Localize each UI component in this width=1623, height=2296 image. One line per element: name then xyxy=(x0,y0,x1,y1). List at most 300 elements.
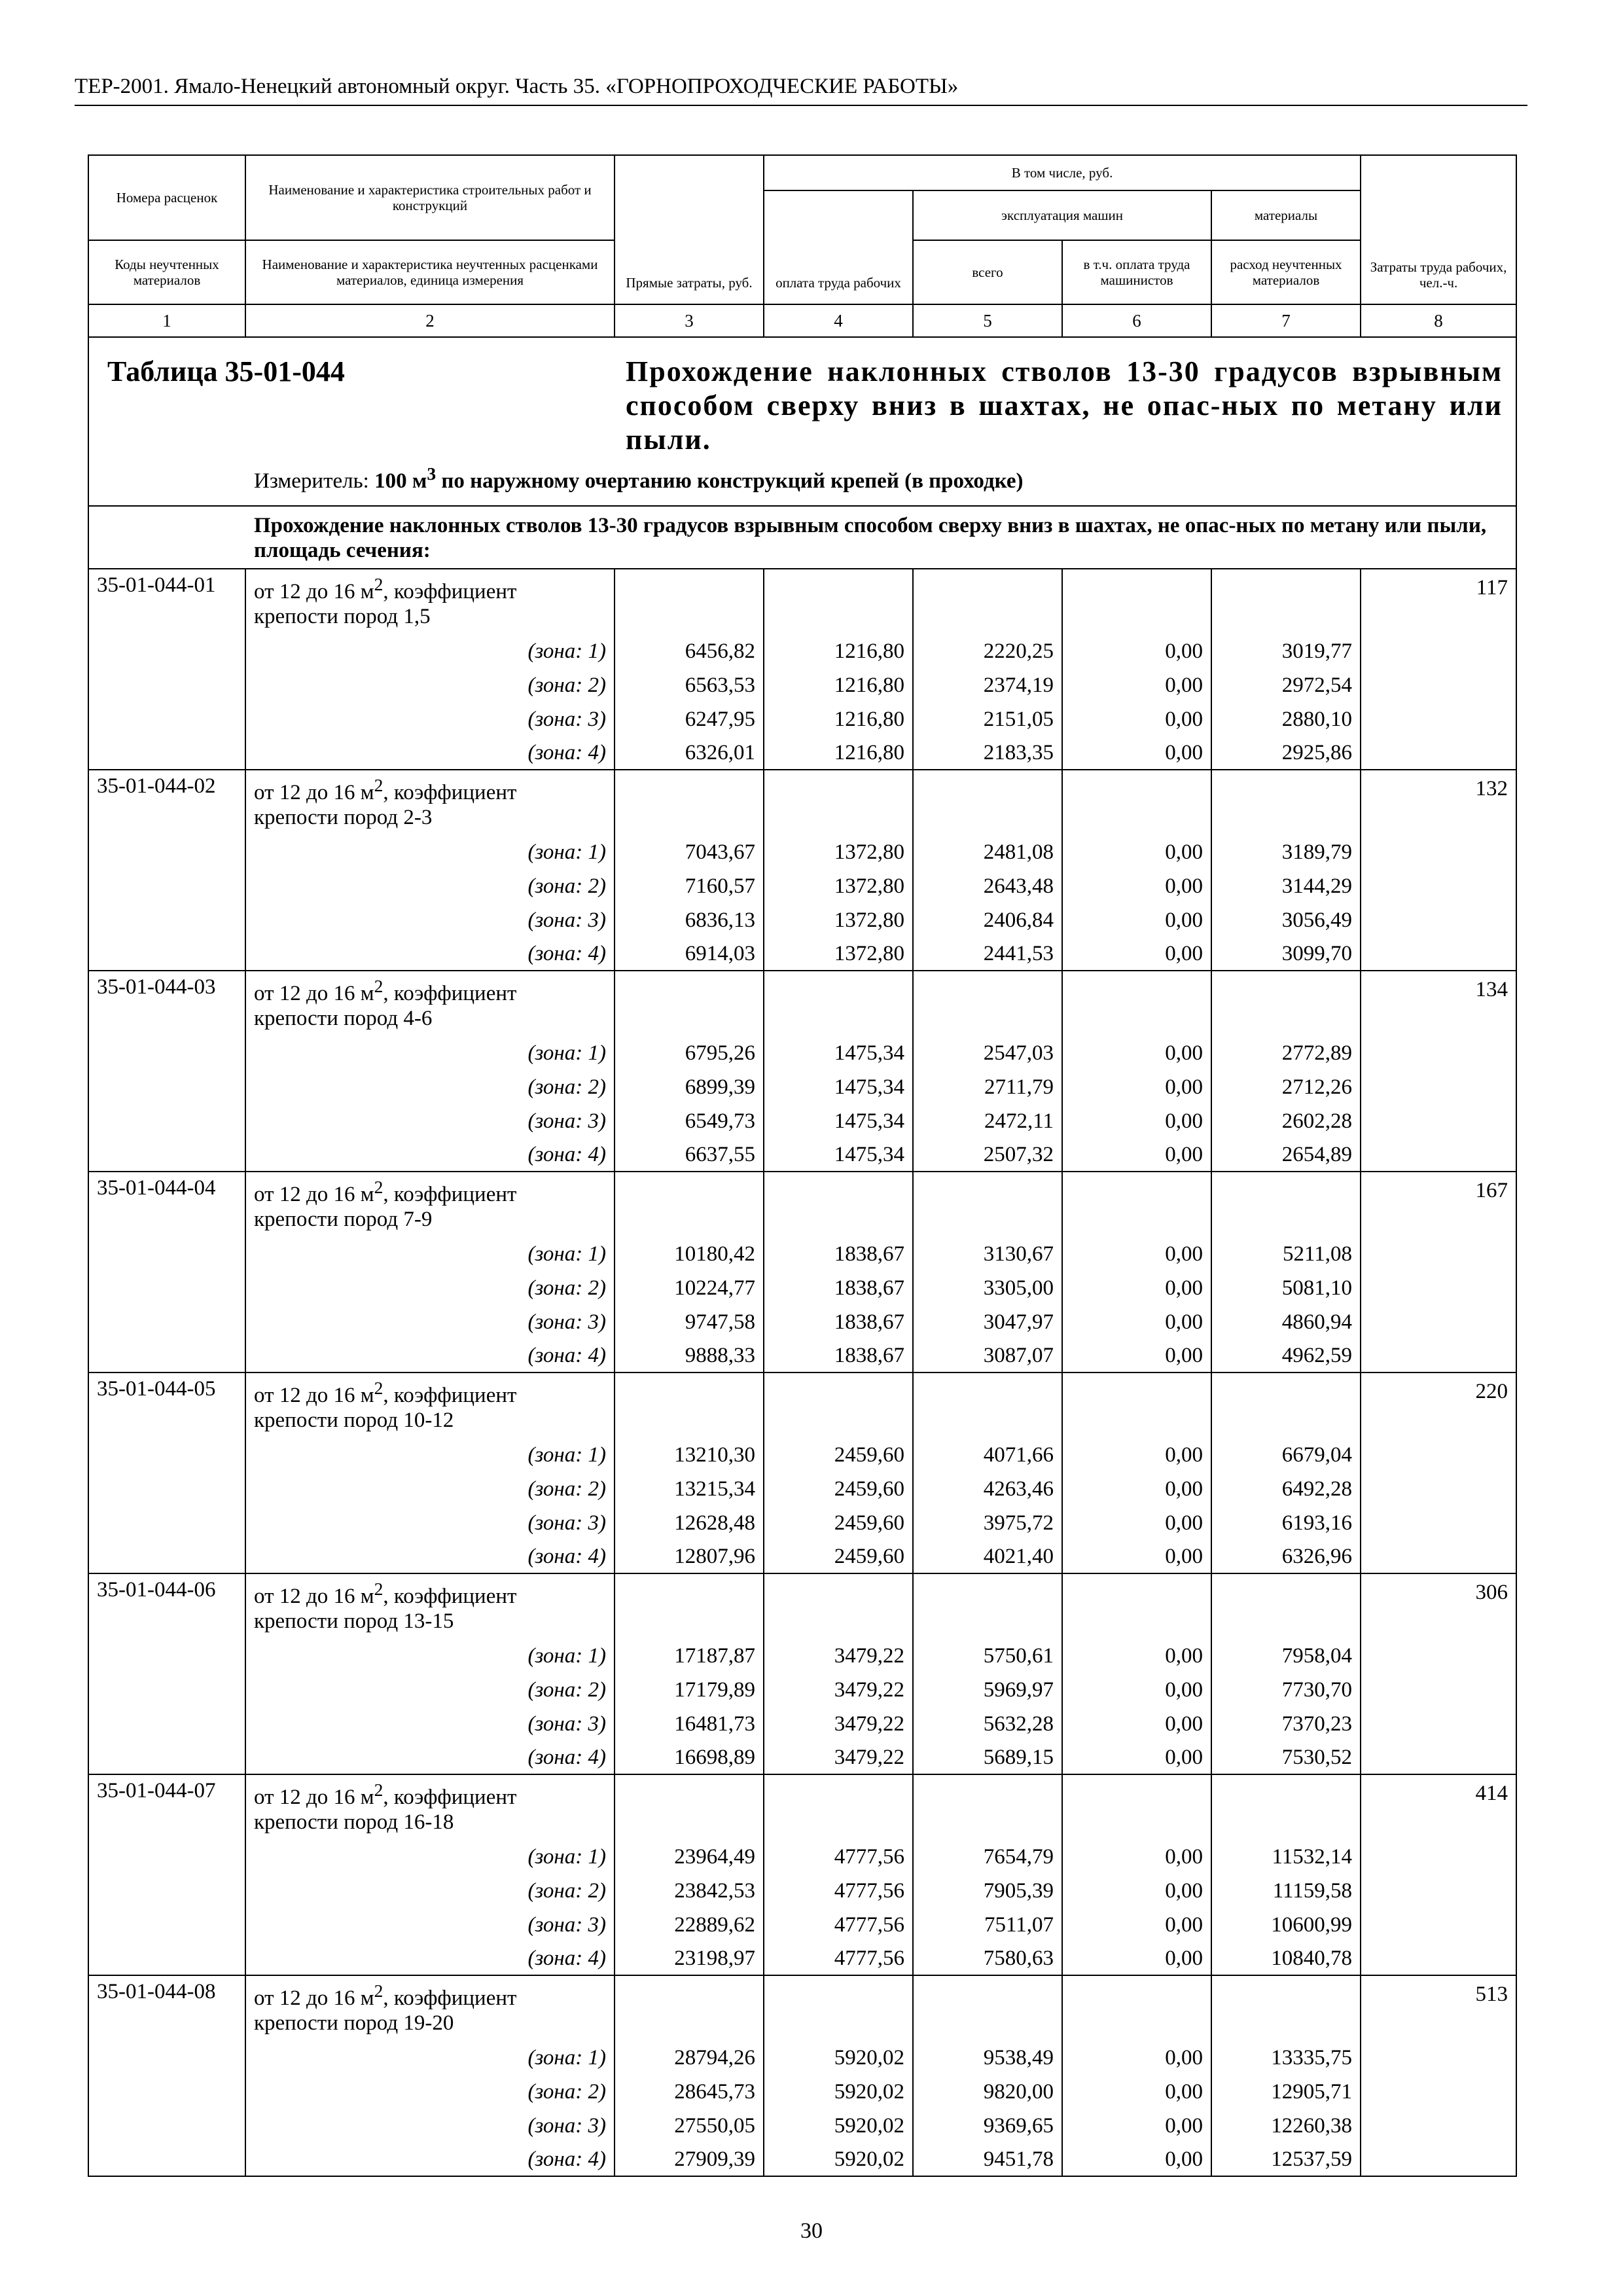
spacer-cell xyxy=(88,1634,245,1639)
labor-pay: 2459,60 xyxy=(764,1438,913,1472)
zone-label: (зона: 2) xyxy=(245,1472,615,1506)
desc-part: , коэффициент крепости пород 1,5 xyxy=(254,580,517,628)
rate-rows xyxy=(88,569,1516,2176)
desc-sup: 2 xyxy=(374,574,383,594)
machines-total: 7654,79 xyxy=(913,1840,1062,1874)
labor-pay: 4777,56 xyxy=(764,1874,913,1908)
machines-total: 2441,53 xyxy=(913,937,1062,971)
col-number: 3 xyxy=(615,304,764,337)
machinists-pay: 0,00 xyxy=(1062,702,1211,736)
empty-cell xyxy=(1361,1271,1516,1305)
spacer-cell xyxy=(1062,1634,1211,1639)
machinists-pay: 0,00 xyxy=(1062,1673,1211,1707)
machinists-pay: 0,00 xyxy=(1062,2041,1211,2075)
machinists-pay: 0,00 xyxy=(1062,1908,1211,1942)
direct-costs: 27909,39 xyxy=(615,2143,764,2176)
materials-cost: 12537,59 xyxy=(1211,2143,1361,2176)
direct-costs: 23842,53 xyxy=(615,1874,764,1908)
col-materials: материалы xyxy=(1211,190,1361,240)
rate-code: 35-01-044-07 xyxy=(88,1774,245,1835)
empty-cell xyxy=(1361,835,1516,869)
machines-total: 2472,11 xyxy=(913,1104,1062,1138)
machinists-pay: 0,00 xyxy=(1062,2109,1211,2143)
machinists-pay: 0,00 xyxy=(1062,1271,1211,1305)
empty-cell xyxy=(913,1975,1062,2036)
rate-code: 35-01-044-02 xyxy=(88,770,245,830)
empty-cell xyxy=(88,1908,245,1942)
empty-cell xyxy=(1062,569,1211,629)
spacer-cell xyxy=(1062,830,1211,835)
empty-cell xyxy=(1361,1036,1516,1070)
materials-cost: 3189,79 xyxy=(1211,835,1361,869)
desc-part: , коэффициент крепости пород 7-9 xyxy=(254,1183,517,1231)
labor-pay: 1838,67 xyxy=(764,1271,913,1305)
labor-pay: 2459,60 xyxy=(764,1472,913,1506)
empty-cell xyxy=(1361,1741,1516,1774)
machinists-pay: 0,00 xyxy=(1062,1741,1211,1774)
empty-cell xyxy=(1211,569,1361,629)
labor-pay: 1216,80 xyxy=(764,736,913,770)
direct-costs: 7043,67 xyxy=(615,835,764,869)
machines-total: 7511,07 xyxy=(913,1908,1062,1942)
spacer-cell xyxy=(1211,1634,1361,1639)
spacer-cell xyxy=(1062,1835,1211,1840)
zone-label: (зона: 3) xyxy=(245,1908,615,1942)
rate-description xyxy=(245,1573,615,1634)
desc-part: , коэффициент крепости пород 19-20 xyxy=(254,1986,517,2035)
empty-cell xyxy=(1211,1774,1361,1835)
labor-pay: 5920,02 xyxy=(764,2075,913,2109)
empty-cell xyxy=(1062,1774,1211,1835)
empty-cell xyxy=(88,668,245,702)
empty-cell xyxy=(88,1673,245,1707)
zone-label: (зона: 1) xyxy=(245,2041,615,2075)
spacer-cell xyxy=(615,1634,764,1639)
empty-cell xyxy=(1361,1540,1516,1573)
desc-part: , коэффициент крепости пород 16-18 xyxy=(254,1785,517,1834)
empty-cell xyxy=(88,634,245,668)
empty-cell xyxy=(1361,1070,1516,1104)
spacer-cell xyxy=(1361,1634,1516,1639)
machinists-pay: 0,00 xyxy=(1062,2143,1211,2176)
machinists-pay: 0,00 xyxy=(1062,1438,1211,1472)
zone-label: (зона: 3) xyxy=(245,903,615,937)
col-material-codes: Коды неучтенных материалов xyxy=(88,240,245,304)
desc-part: от 12 до 16 м xyxy=(254,1384,374,1407)
direct-costs: 6549,73 xyxy=(615,1104,764,1138)
machines-total: 9451,78 xyxy=(913,2143,1062,2176)
col-number: 1 xyxy=(88,304,245,337)
empty-cell xyxy=(615,770,764,830)
col-work-name: Наименование и характеристика строительных работ и конструкций xyxy=(245,155,615,240)
desc-part: , коэффициент крепости пород 10-12 xyxy=(254,1384,517,1432)
materials-cost: 7730,70 xyxy=(1211,1673,1361,1707)
empty-cell xyxy=(88,1540,245,1573)
desc-part: от 12 до 16 м xyxy=(254,580,374,603)
labor-pay: 1475,34 xyxy=(764,1036,913,1070)
spacer-cell xyxy=(1062,2036,1211,2041)
labor-costs: 117 xyxy=(1361,569,1516,629)
machines-total: 2220,25 xyxy=(913,634,1062,668)
zone-label: (зона: 2) xyxy=(245,869,615,903)
machinists-pay: 0,00 xyxy=(1062,1036,1211,1070)
col-number: 7 xyxy=(1211,304,1361,337)
materials-cost: 12905,71 xyxy=(1211,2075,1361,2109)
spacer-cell xyxy=(913,1634,1062,1639)
empty-cell xyxy=(1361,736,1516,770)
spacer-cell xyxy=(1211,1232,1361,1237)
direct-costs: 6247,95 xyxy=(615,702,764,736)
empty-cell xyxy=(88,1741,245,1774)
direct-costs: 13215,34 xyxy=(615,1472,764,1506)
zone-label: (зона: 3) xyxy=(245,2109,615,2143)
empty-cell xyxy=(1361,1707,1516,1741)
empty-cell xyxy=(88,903,245,937)
spacer-cell xyxy=(88,830,245,835)
machines-total: 9369,65 xyxy=(913,2109,1062,2143)
spacer-cell xyxy=(88,1031,245,1036)
machines-total: 9820,00 xyxy=(913,2075,1062,2109)
empty-cell xyxy=(88,702,245,736)
zone-label: (зона: 1) xyxy=(245,1438,615,1472)
materials-cost: 7370,23 xyxy=(1211,1707,1361,1741)
desc-part: , коэффициент крепости пород 2-3 xyxy=(254,781,517,829)
spacer-cell xyxy=(1361,1835,1516,1840)
spacer-cell xyxy=(1211,830,1361,835)
spacer-cell xyxy=(88,1232,245,1237)
zone-label: (зона: 1) xyxy=(245,1237,615,1271)
rate-code: 35-01-044-04 xyxy=(88,1172,245,1232)
spacer-cell xyxy=(1361,629,1516,634)
direct-costs: 12807,96 xyxy=(615,1540,764,1573)
machines-total: 3305,00 xyxy=(913,1271,1062,1305)
machinists-pay: 0,00 xyxy=(1062,1237,1211,1271)
spacer-cell xyxy=(245,629,615,634)
labor-costs: 220 xyxy=(1361,1372,1516,1433)
direct-costs: 6456,82 xyxy=(615,634,764,668)
rate-code: 35-01-044-08 xyxy=(88,1975,245,2036)
empty-cell xyxy=(1361,1438,1516,1472)
empty-cell xyxy=(615,1573,764,1634)
materials-cost: 6193,16 xyxy=(1211,1506,1361,1540)
empty-cell xyxy=(88,869,245,903)
spacer-cell xyxy=(1361,2036,1516,2041)
labor-pay: 1216,80 xyxy=(764,634,913,668)
direct-costs: 6326,01 xyxy=(615,736,764,770)
empty-cell xyxy=(88,1639,245,1673)
table-measure xyxy=(254,463,1024,493)
spacer-cell xyxy=(1211,1433,1361,1438)
page-header: ТЕР-2001. Ямало-Ненецкий автономный округ. Часть 35. «ГОРНОПРОХОДЧЕСКИЕ РАБОТЫ» xyxy=(75,75,959,98)
direct-costs: 6899,39 xyxy=(615,1070,764,1104)
empty-cell xyxy=(1361,702,1516,736)
empty-cell xyxy=(1361,2109,1516,2143)
measure-rest: по наружному очертанию конструкций крепей (в проходке) xyxy=(436,469,1024,493)
machines-total: 9538,49 xyxy=(913,2041,1062,2075)
machines-total: 2547,03 xyxy=(913,1036,1062,1070)
labor-costs: 134 xyxy=(1361,971,1516,1031)
empty-cell xyxy=(1361,869,1516,903)
empty-cell xyxy=(1211,971,1361,1031)
spacer-cell xyxy=(88,1433,245,1438)
zone-label: (зона: 3) xyxy=(245,1506,615,1540)
labor-pay: 3479,22 xyxy=(764,1639,913,1673)
empty-cell xyxy=(1361,1138,1516,1172)
labor-pay: 1475,34 xyxy=(764,1070,913,1104)
spacer-cell xyxy=(615,2036,764,2041)
zone-label: (зона: 3) xyxy=(245,702,615,736)
empty-cell xyxy=(1062,1372,1211,1433)
direct-costs: 17187,87 xyxy=(615,1639,764,1673)
spacer-cell xyxy=(1211,1031,1361,1036)
machinists-pay: 0,00 xyxy=(1062,668,1211,702)
labor-pay: 1216,80 xyxy=(764,702,913,736)
zone-label: (зона: 1) xyxy=(245,1036,615,1070)
materials-cost: 5211,08 xyxy=(1211,1237,1361,1271)
empty-cell xyxy=(764,569,913,629)
rate-code: 35-01-044-06 xyxy=(88,1573,245,1634)
empty-cell xyxy=(88,1438,245,1472)
spacer-cell xyxy=(1211,629,1361,634)
machinists-pay: 0,00 xyxy=(1062,1540,1211,1573)
col-number: 5 xyxy=(913,304,1062,337)
desc-sup: 2 xyxy=(374,1780,383,1800)
direct-costs: 6836,13 xyxy=(615,903,764,937)
materials-cost: 12260,38 xyxy=(1211,2109,1361,2143)
machinists-pay: 0,00 xyxy=(1062,1472,1211,1506)
direct-costs: 12628,48 xyxy=(615,1506,764,1540)
spacer-cell xyxy=(1062,1232,1211,1237)
empty-cell xyxy=(1361,1874,1516,1908)
empty-cell xyxy=(88,1707,245,1741)
materials-cost: 3056,49 xyxy=(1211,903,1361,937)
zone-label: (зона: 2) xyxy=(245,1673,615,1707)
spacer-cell xyxy=(245,2036,615,2041)
empty-cell xyxy=(913,1172,1062,1232)
empty-cell xyxy=(88,1840,245,1874)
zone-label: (зона: 1) xyxy=(245,1840,615,1874)
machines-total: 5750,61 xyxy=(913,1639,1062,1673)
labor-pay: 5920,02 xyxy=(764,2143,913,2176)
rates-sheet xyxy=(88,154,1516,2177)
desc-sup: 2 xyxy=(374,775,383,795)
zone-label: (зона: 3) xyxy=(245,1707,615,1741)
empty-cell xyxy=(1361,634,1516,668)
empty-cell xyxy=(1211,1975,1361,2036)
empty-cell xyxy=(1062,770,1211,830)
labor-costs: 132 xyxy=(1361,770,1516,830)
empty-cell xyxy=(1361,1840,1516,1874)
measure-unit: 100 м xyxy=(374,469,427,493)
direct-costs: 16698,89 xyxy=(615,1741,764,1774)
labor-costs: 513 xyxy=(1361,1975,1516,2036)
materials-cost: 10840,78 xyxy=(1211,1942,1361,1975)
empty-cell xyxy=(615,1372,764,1433)
desc-part: от 12 до 16 м xyxy=(254,1986,374,2010)
machines-total: 2481,08 xyxy=(913,835,1062,869)
col-including: В том числе, руб. xyxy=(764,155,1361,190)
spacer-cell xyxy=(1062,629,1211,634)
col-number: 8 xyxy=(1361,304,1516,337)
zone-label: (зона: 1) xyxy=(245,634,615,668)
machinists-pay: 0,00 xyxy=(1062,1138,1211,1172)
rate-description xyxy=(245,1372,615,1433)
machinists-pay: 0,00 xyxy=(1062,869,1211,903)
labor-pay: 1838,67 xyxy=(764,1339,913,1372)
machines-total: 3047,97 xyxy=(913,1305,1062,1339)
labor-pay: 1216,80 xyxy=(764,668,913,702)
machinists-pay: 0,00 xyxy=(1062,1104,1211,1138)
materials-cost: 2972,54 xyxy=(1211,668,1361,702)
rates-table xyxy=(88,154,1517,2177)
empty-cell xyxy=(88,1138,245,1172)
measure-sup: 3 xyxy=(427,463,437,484)
spacer-cell xyxy=(1211,2036,1361,2041)
empty-cell xyxy=(88,1339,245,1372)
empty-cell xyxy=(1211,1573,1361,1634)
materials-cost: 3019,77 xyxy=(1211,634,1361,668)
materials-cost: 5081,10 xyxy=(1211,1271,1361,1305)
materials-cost: 7958,04 xyxy=(1211,1639,1361,1673)
materials-cost: 2925,86 xyxy=(1211,736,1361,770)
desc-sup: 2 xyxy=(374,1177,383,1197)
empty-cell xyxy=(615,971,764,1031)
spacer-cell xyxy=(615,1232,764,1237)
empty-cell xyxy=(615,569,764,629)
labor-pay: 5920,02 xyxy=(764,2041,913,2075)
table-title-block xyxy=(88,337,1516,506)
labor-pay: 3479,22 xyxy=(764,1673,913,1707)
empty-cell xyxy=(88,1070,245,1104)
spacer-cell xyxy=(1062,1031,1211,1036)
materials-cost: 2602,28 xyxy=(1211,1104,1361,1138)
direct-costs: 10180,42 xyxy=(615,1237,764,1271)
machinists-pay: 0,00 xyxy=(1062,634,1211,668)
empty-cell xyxy=(1211,770,1361,830)
machines-total: 3087,07 xyxy=(913,1339,1062,1372)
spacer-cell xyxy=(1361,830,1516,835)
empty-cell xyxy=(88,1942,245,1975)
machinists-pay: 0,00 xyxy=(1062,1506,1211,1540)
materials-cost: 3144,29 xyxy=(1211,869,1361,903)
empty-cell xyxy=(764,1975,913,2036)
spacer-cell xyxy=(615,629,764,634)
rate-code: 35-01-044-03 xyxy=(88,971,245,1031)
materials-cost: 10600,99 xyxy=(1211,1908,1361,1942)
empty-cell xyxy=(88,1874,245,1908)
machinists-pay: 0,00 xyxy=(1062,1339,1211,1372)
labor-costs: 414 xyxy=(1361,1774,1516,1835)
empty-cell xyxy=(88,736,245,770)
empty-cell xyxy=(88,2143,245,2176)
machines-total: 4021,40 xyxy=(913,1540,1062,1573)
labor-costs: 167 xyxy=(1361,1172,1516,1232)
labor-pay: 1372,80 xyxy=(764,835,913,869)
direct-costs: 13210,30 xyxy=(615,1438,764,1472)
labor-pay: 1372,80 xyxy=(764,937,913,971)
direct-costs: 6637,55 xyxy=(615,1138,764,1172)
machines-total: 2183,35 xyxy=(913,736,1062,770)
col-materials-unaccounted: расход неучтенных материалов xyxy=(1211,240,1361,304)
machines-total: 2151,05 xyxy=(913,702,1062,736)
labor-pay: 4777,56 xyxy=(764,1942,913,1975)
machines-total: 2406,84 xyxy=(913,903,1062,937)
labor-pay: 1838,67 xyxy=(764,1305,913,1339)
materials-cost: 3099,70 xyxy=(1211,937,1361,971)
machinists-pay: 0,00 xyxy=(1062,1070,1211,1104)
machinists-pay: 0,00 xyxy=(1062,1874,1211,1908)
zone-label: (зона: 2) xyxy=(245,1874,615,1908)
empty-cell xyxy=(88,2041,245,2075)
spacer-cell xyxy=(88,1835,245,1840)
labor-pay: 3479,22 xyxy=(764,1741,913,1774)
direct-costs: 28794,26 xyxy=(615,2041,764,2075)
labor-pay: 1372,80 xyxy=(764,903,913,937)
direct-costs: 10224,77 xyxy=(615,1271,764,1305)
spacer-cell xyxy=(245,1835,615,1840)
col-material-names: Наименование и характеристика неучтенных расценками материалов, единица измерения xyxy=(245,240,615,304)
empty-cell xyxy=(764,1372,913,1433)
spacer-cell xyxy=(764,830,913,835)
desc-part: от 12 до 16 м xyxy=(254,781,374,804)
empty-cell xyxy=(1361,1237,1516,1271)
zone-label: (зона: 4) xyxy=(245,937,615,971)
empty-cell xyxy=(764,1774,913,1835)
col-labor-costs: Затраты труда рабочих, чел.-ч. xyxy=(1361,155,1516,304)
labor-pay: 1475,34 xyxy=(764,1104,913,1138)
empty-cell xyxy=(1361,2143,1516,2176)
materials-cost: 2880,10 xyxy=(1211,702,1361,736)
col-number: 2 xyxy=(245,304,615,337)
desc-part: от 12 до 16 м xyxy=(254,1785,374,1809)
empty-cell xyxy=(764,770,913,830)
spacer-cell xyxy=(913,2036,1062,2041)
direct-costs: 23198,97 xyxy=(615,1942,764,1975)
direct-costs: 6563,53 xyxy=(615,668,764,702)
direct-costs: 9747,58 xyxy=(615,1305,764,1339)
empty-cell xyxy=(913,569,1062,629)
spacer-cell xyxy=(245,1031,615,1036)
desc-part: , коэффициент крепости пород 13-15 xyxy=(254,1585,517,1633)
materials-cost: 13335,75 xyxy=(1211,2041,1361,2075)
spacer-cell xyxy=(1361,1031,1516,1036)
labor-pay: 4777,56 xyxy=(764,1908,913,1942)
direct-costs: 6795,26 xyxy=(615,1036,764,1070)
rate-code: 35-01-044-01 xyxy=(88,569,245,629)
rate-description xyxy=(245,1774,615,1835)
labor-pay: 3479,22 xyxy=(764,1707,913,1741)
spacer-cell xyxy=(1062,1433,1211,1438)
spacer-cell xyxy=(245,1232,615,1237)
col-number: 4 xyxy=(764,304,913,337)
spacer-cell xyxy=(764,629,913,634)
empty-cell xyxy=(1062,1172,1211,1232)
materials-cost: 11532,14 xyxy=(1211,1840,1361,1874)
empty-cell xyxy=(88,1472,245,1506)
header-rule xyxy=(75,105,1527,106)
empty-cell xyxy=(764,1172,913,1232)
desc-part: от 12 до 16 м xyxy=(254,1183,374,1206)
empty-cell xyxy=(913,1774,1062,1835)
empty-cell xyxy=(88,1104,245,1138)
col-number: 6 xyxy=(1062,304,1211,337)
spacer-cell xyxy=(1211,1835,1361,1840)
zone-label: (зона: 2) xyxy=(245,668,615,702)
empty-cell xyxy=(764,971,913,1031)
labor-pay: 1475,34 xyxy=(764,1138,913,1172)
empty-cell xyxy=(88,1036,245,1070)
spacer-cell xyxy=(913,629,1062,634)
